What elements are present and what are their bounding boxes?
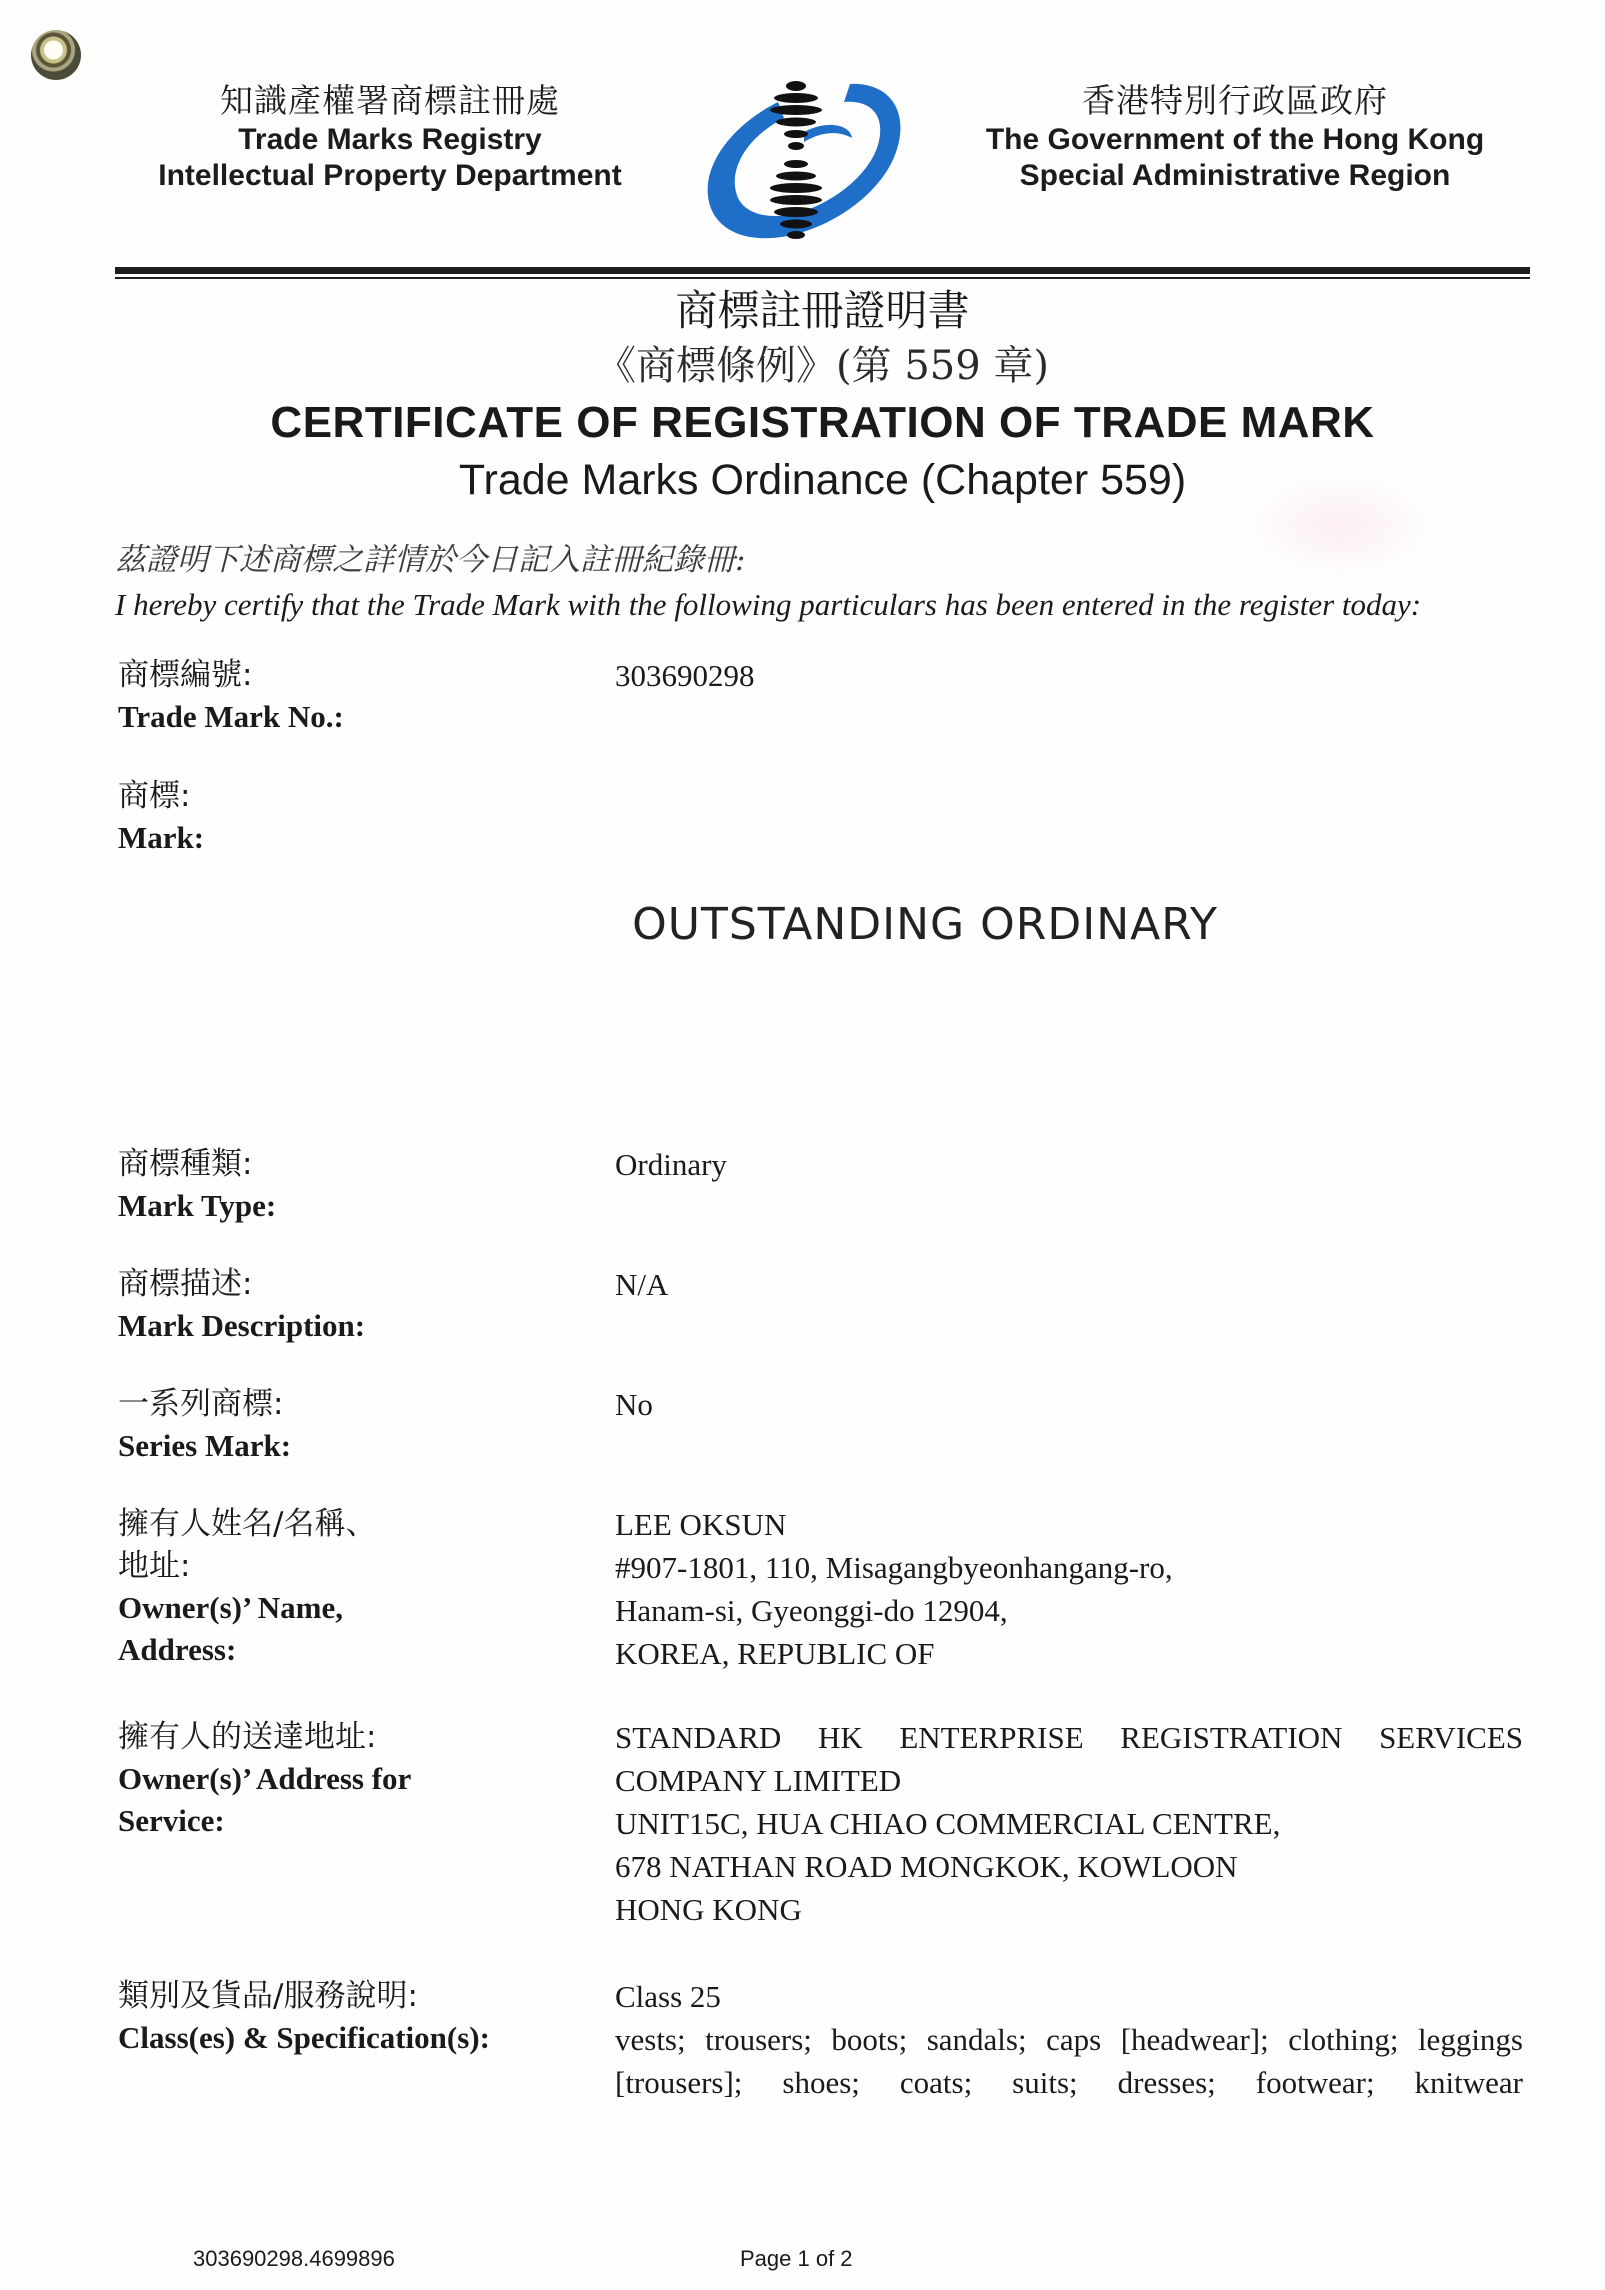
series-mark-label — [118, 1383, 588, 1467]
footer-page-number: Page 1 of 2 — [740, 2246, 853, 2271]
header-government-cn: 香港特別行政區政府 — [1082, 81, 1388, 120]
mark-type-label-cn: 商標種類: — [118, 1146, 253, 1182]
service-address-label-cn: 擁有人的送達地址: — [118, 1719, 377, 1755]
certify-statement-cn: 茲證明下述商標之詳情於今日記入註冊紀錄冊: — [115, 542, 746, 578]
series-mark-value: No — [615, 1387, 653, 1422]
owner-label-en2: Address: — [118, 1632, 237, 1667]
trade-mark-no-label — [118, 654, 588, 738]
owner-address-line1: #907-1801, 110, Misagangbyeonhangang-ro, — [615, 1550, 1173, 1585]
class-spec-label — [118, 1975, 588, 2059]
owner-label-cn1: 擁有人姓名/名稱、 — [118, 1506, 377, 1542]
class-spec-label-en: Class(es) & Specification(s): — [118, 2020, 490, 2055]
service-address-label — [118, 1716, 588, 1842]
owner-address-line3: KOREA, REPUBLIC OF — [615, 1636, 935, 1671]
class-number: Class 25 — [615, 1979, 721, 2014]
service-company-line1: STANDARD HK ENTERPRISE REGISTRATION SERVICES — [615, 1720, 1523, 1755]
header-registry-block — [140, 80, 640, 194]
class-spec-label-cn: 類別及貨品/服務說明: — [118, 1978, 418, 2014]
certify-statement-en: I hereby certify that the Trade Mark with the following particulars has been entered in the register today: — [115, 587, 1422, 622]
mark-description-label-cn: 商標描述: — [118, 1266, 253, 1302]
mark-label — [118, 775, 588, 859]
header-registry-cn: 知識產權署商標註冊處 — [220, 81, 560, 120]
spec-line2: [trousers]; shoes; coats; suits; dresses; footwear; knitwear — [615, 2065, 1523, 2100]
header-divider-thick — [115, 267, 1530, 274]
service-address-line1: UNIT15C, HUA CHIAO COMMERCIAL CENTRE, — [615, 1806, 1281, 1841]
owner-value — [615, 1503, 1523, 1675]
mark-description-value: N/A — [615, 1267, 669, 1302]
mark-label-en: Mark: — [118, 820, 205, 855]
header-department-en: Intellectual Property Department — [158, 159, 622, 192]
owner-label — [118, 1503, 588, 1671]
mark-type-label — [118, 1143, 588, 1227]
service-address-line2: 678 NATHAN ROAD MONGKOK, KOWLOON — [615, 1849, 1238, 1884]
service-address-line3: HONG KONG — [615, 1892, 802, 1927]
service-address-label-en2: Service: — [118, 1803, 225, 1838]
series-mark-label-cn: 一系列商標: — [118, 1386, 284, 1422]
mark-label-cn: 商標: — [118, 778, 191, 814]
header-government-en1: The Government of the Hong Kong — [985, 123, 1485, 156]
series-mark-label-en: Series Mark: — [118, 1428, 292, 1463]
trade-mark-no-label-en: Trade Mark No.: — [118, 699, 344, 734]
title-cn: 商標註冊證明書 — [675, 286, 970, 335]
header-government-en2: Special Administrative Region — [1019, 159, 1451, 192]
mark-value: OUTSTANDING ORDINARY — [632, 899, 1218, 950]
owner-address-line2: Hanam-si, Gyeonggi-do 12904, — [615, 1593, 1008, 1628]
ipd-logo-icon — [700, 72, 905, 257]
header-government-block — [965, 80, 1505, 194]
mark-type-value: Ordinary — [615, 1147, 727, 1182]
trade-mark-no-label-cn: 商標編號: — [118, 657, 253, 693]
mark-type-label-en: Mark Type: — [118, 1188, 277, 1223]
title-ordinance-cn: 《商標條例》(第 559 章) — [596, 343, 1049, 389]
owner-name: LEE OKSUN — [615, 1507, 787, 1542]
owner-label-cn2: 地址: — [118, 1548, 191, 1584]
mark-description-label — [118, 1263, 588, 1347]
title-ordinance-en: Trade Marks Ordinance (Chapter 559) — [458, 456, 1187, 504]
service-company-line2: COMPANY LIMITED — [615, 1763, 902, 1798]
trade-mark-no-value: 303690298 — [615, 658, 755, 693]
class-spec-value — [615, 1975, 1523, 2104]
title-en: CERTIFICATE OF REGISTRATION OF TRADE MARK — [270, 398, 1375, 447]
header-registry-en: Trade Marks Registry — [238, 123, 542, 156]
owner-label-en1: Owner(s)’ Name, — [118, 1590, 343, 1625]
header-divider-thin — [115, 277, 1530, 279]
service-address-value — [615, 1716, 1523, 1931]
footer-reference-number: 303690298.4699896 — [193, 2246, 395, 2271]
mark-description-label-en: Mark Description: — [118, 1308, 366, 1343]
service-address-label-en1: Owner(s)’ Address for — [118, 1761, 412, 1796]
punch-hole-eyelet — [31, 30, 81, 80]
spec-line1: vests; trousers; boots; sandals; caps [headwear]; clothing; leggings — [615, 2022, 1523, 2057]
